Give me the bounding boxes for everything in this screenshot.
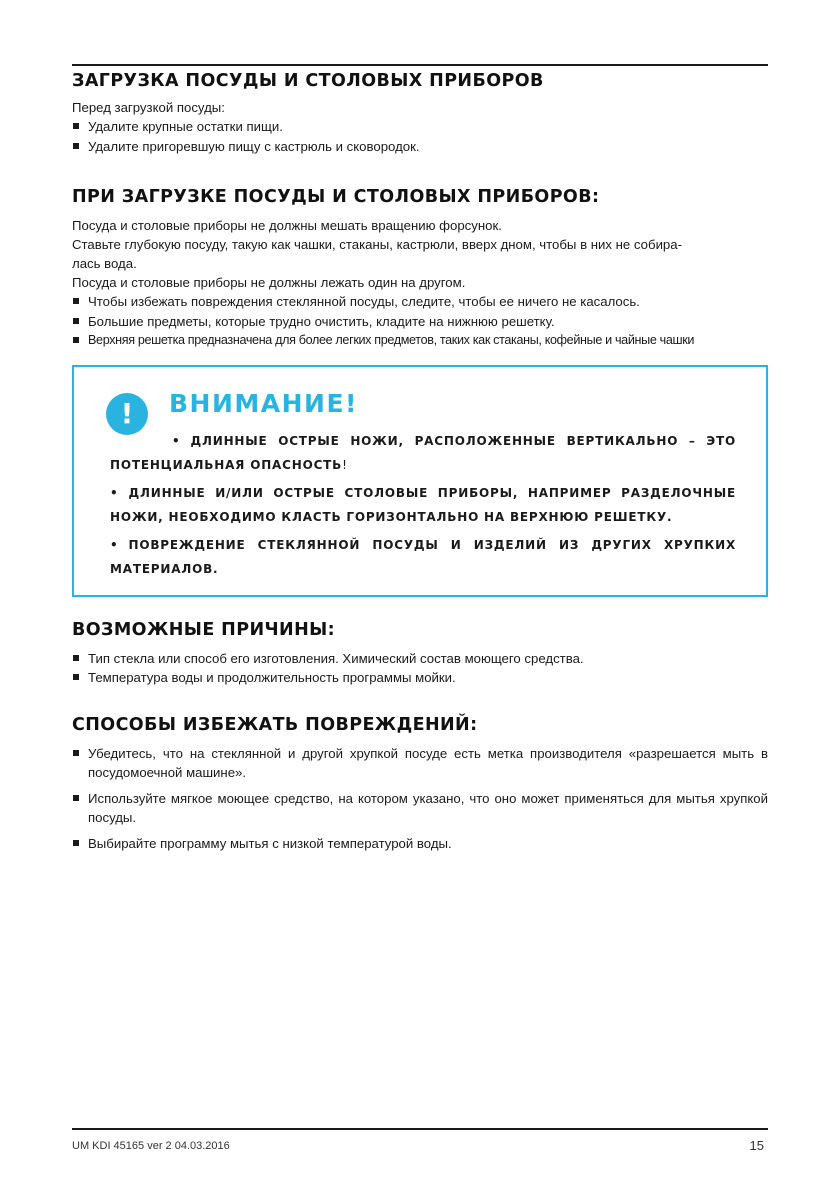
- when-loading-list: [72, 292, 768, 331]
- list-item: Тип стекла или способ его изготовления. Химический состав моющего средства.: [72, 649, 768, 669]
- footer-doc-id: UM KDI 45165 ver 2 04.03.2016: [72, 1140, 230, 1152]
- list-item: Выбирайте программу мытья с низкой температурой воды.: [72, 834, 768, 854]
- list-item: Удалите крупные остатки пищи.: [72, 117, 768, 137]
- when-loading-line: Посуда и столовые приборы не должны мешать вращению форсунок.: [72, 218, 502, 233]
- list-item: Убедитесь, что на стеклянной и другой хрупкой посуде есть метка производителя «разрешается мыть в посудомоечной машине».: [72, 744, 768, 783]
- list-item: Чтобы избежать повреждения стеклянной посуды, следите, чтобы ее ничего не касалось.: [72, 292, 768, 312]
- loading-list: [72, 117, 768, 156]
- square-bullet-icon: [73, 318, 79, 324]
- list-item: Удалите пригоревшую пищу с кастрюль и сковородок.: [72, 137, 768, 157]
- list-item: Используйте мягкое моющее средство, на котором указано, что оно может применяться для мытья хрупкой посуды.: [72, 789, 768, 828]
- causes-list: [72, 649, 768, 688]
- section-title-loading: ЗАГРУЗКА ПОСУДЫ И СТОЛОВЫХ ПРИБОРОВ: [72, 71, 544, 91]
- page-number: 15: [749, 1138, 764, 1153]
- list-item: Верхняя решетка предназначена для более легких предметов, таких как стаканы, кофейные и чайные чашки: [72, 331, 768, 351]
- when-loading-line: Ставьте глубокую посуду, такую как чашки, стаканы, кастрюли, вверх дном, чтобы в них не собира-: [72, 237, 682, 252]
- square-bullet-icon: [73, 655, 79, 661]
- warning-item: • ПОВРЕЖДЕНИЕ СТЕКЛЯННОЙ ПОСУДЫ И ИЗДЕЛИЙ ИЗ ДРУГИХ ХРУПКИХ МАТЕРИАЛОВ.: [110, 537, 736, 576]
- exclamation-icon: !: [106, 393, 148, 435]
- square-bullet-icon: [73, 795, 79, 801]
- square-bullet-icon: [73, 750, 79, 756]
- square-bullet-icon: [73, 298, 79, 304]
- warning-item: • ДЛИННЫЕ И/ИЛИ ОСТРЫЕ СТОЛОВЫЕ ПРИБОРЫ, НАПРИМЕР РАЗДЕЛОЧНЫЕ НОЖИ, НЕОБХОДИМО КЛАСТЬ ГОРИЗОНТАЛЬНО НА ВЕРХНЮЮ РЕШЕТКУ.: [110, 485, 736, 524]
- warning-box: [72, 365, 768, 597]
- bottom-rule: [72, 1128, 768, 1130]
- square-bullet-icon: [73, 143, 79, 149]
- when-loading-list-tight: [72, 331, 768, 351]
- section-title-causes: ВОЗМОЖНЫЕ ПРИЧИНЫ:: [72, 619, 336, 640]
- section-title-avoid: СПОСОБЫ ИЗБЕЖАТЬ ПОВРЕЖДЕНИЙ:: [72, 714, 478, 735]
- page-content: [72, 70, 768, 859]
- warning-item: • ДЛИННЫЕ ОСТРЫЕ НОЖИ, РАСПОЛОЖЕННЫЕ ВЕРТИКАЛЬНО – ЭТО ПОТЕНЦИАЛЬНАЯ ОПАСНОСТЬ!: [110, 433, 736, 472]
- when-loading-line: лась вода.: [72, 256, 137, 271]
- square-bullet-icon: [73, 337, 79, 343]
- warning-body: [110, 429, 736, 581]
- list-item: Большие предметы, которые трудно очистить, кладите на нижнюю решетку.: [72, 312, 768, 332]
- square-bullet-icon: [73, 840, 79, 846]
- section-title-when-loading: ПРИ ЗАГРУЗКЕ ПОСУДЫ И СТОЛОВЫХ ПРИБОРОВ:: [72, 187, 600, 207]
- warning-title: ВНИМАНИЕ!: [169, 388, 358, 418]
- loading-intro: Перед загрузкой посуды:: [72, 100, 225, 115]
- when-loading-line: Посуда и столовые приборы не должны лежать один на другом.: [72, 275, 466, 290]
- list-item: Температура воды и продолжительность программы мойки.: [72, 668, 768, 688]
- square-bullet-icon: [73, 674, 79, 680]
- avoid-list: [72, 744, 768, 854]
- top-rule: [72, 64, 768, 66]
- square-bullet-icon: [73, 123, 79, 129]
